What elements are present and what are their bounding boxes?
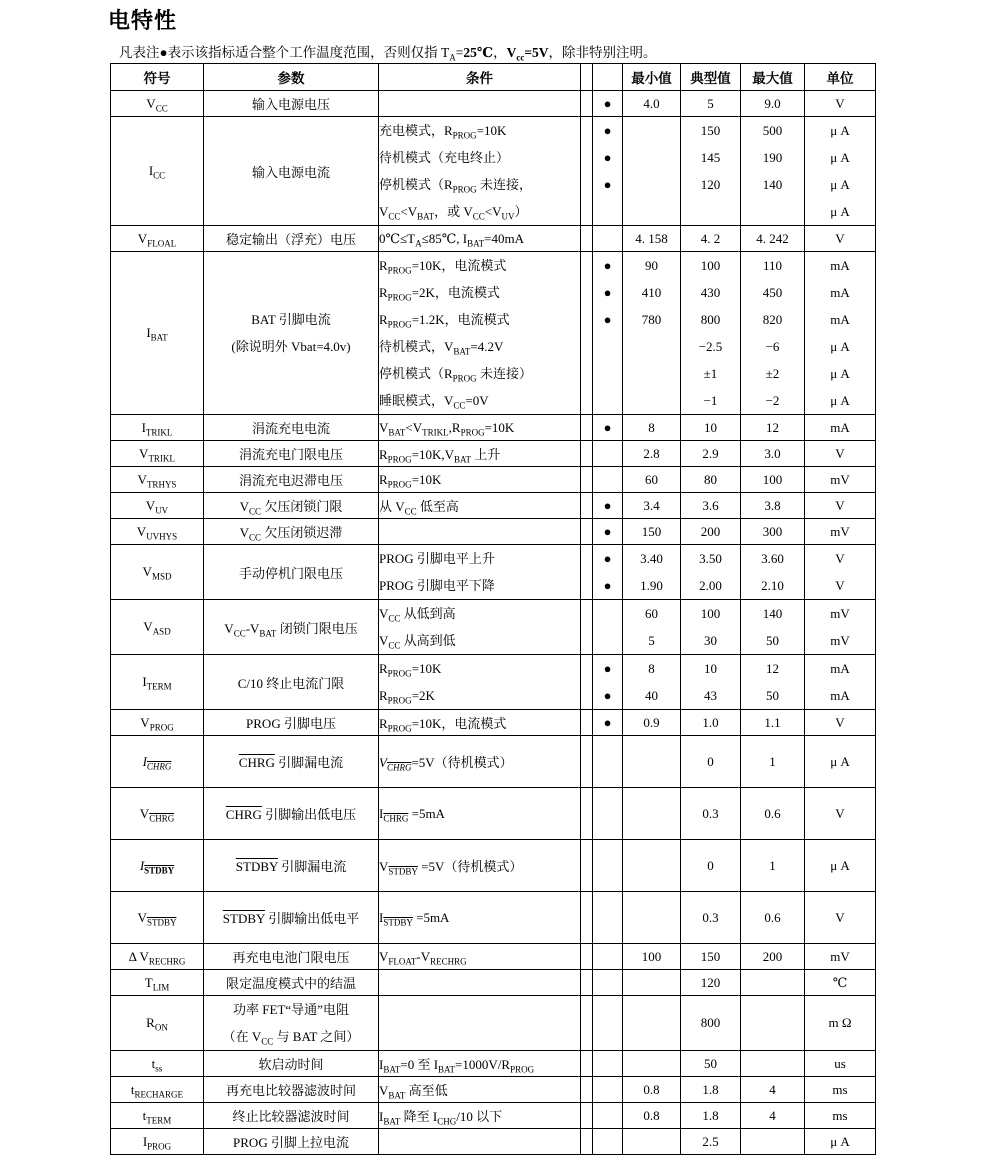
param-cell: 再充电比较器滤波时间	[204, 1077, 379, 1103]
max-cell: 1.1	[741, 710, 805, 736]
column-header-param: 参数	[204, 64, 379, 91]
table-row	[111, 600, 876, 655]
bullet-cell: ● ●	[593, 545, 623, 600]
condition-cell: $I_{STDBY} =5mA$	[379, 892, 581, 944]
unit-cell: ℃	[805, 970, 876, 996]
condition-cell: $V_{CC}$ 从低到高 $V_{CC}$ 从高到低	[379, 600, 581, 655]
condition-cell: $R_{PROG}=10K$ $R_{PROG}=2K$	[379, 655, 581, 710]
condition-cell: $V_{BAT}<V_{TRIKL},R_{PROG}=10K$	[379, 415, 581, 441]
min-cell: 3.4	[623, 493, 681, 519]
typ-cell: 120	[681, 970, 741, 996]
max-cell: 200	[741, 944, 805, 970]
min-cell: 0.8	[623, 1103, 681, 1129]
typ-cell: 1.8	[681, 1103, 741, 1129]
unit-cell: ms	[805, 1077, 876, 1103]
unit-cell: mV mV	[805, 600, 876, 655]
column-header-min: 最小值	[623, 64, 681, 91]
unit-cell: V	[805, 892, 876, 944]
param-cell: 终止比较器滤波时间	[204, 1103, 379, 1129]
typ-cell: 150 145 120	[681, 117, 741, 226]
unit-cell: μ A	[805, 736, 876, 788]
condition-cell: $V_{STDBY} =5V$（待机模式）	[379, 840, 581, 892]
max-cell: 12 50	[741, 655, 805, 710]
symbol-cell: $T_{LIM}$	[111, 970, 204, 996]
spacer-cell	[581, 493, 593, 519]
condition-cell: $V_{CHRG}=5V$（待机模式）	[379, 736, 581, 788]
symbol-cell: $I_{STDBY}$	[111, 840, 204, 892]
column-header-max: 最大值	[741, 64, 805, 91]
max-cell: 4	[741, 1103, 805, 1129]
unit-cell: V V	[805, 545, 876, 600]
spacer-cell	[581, 1077, 593, 1103]
column-header-unit: 单位	[805, 64, 876, 91]
bullet-cell	[593, 467, 623, 493]
param-cell: 涓流充电门限电压	[204, 441, 379, 467]
typ-cell: 0	[681, 736, 741, 788]
table-row	[111, 441, 876, 467]
condition-cell: $I_{CHRG} =5mA$	[379, 788, 581, 840]
bullet-cell	[593, 970, 623, 996]
param-cell: 限定温度模式中的结温	[204, 970, 379, 996]
min-cell	[623, 892, 681, 944]
min-cell: 90 410 780	[623, 252, 681, 415]
max-cell: 4	[741, 1077, 805, 1103]
min-cell: 2.8	[623, 441, 681, 467]
table-row	[111, 519, 876, 545]
symbol-cell: $V_{STDBY}$	[111, 892, 204, 944]
unit-cell: mA mA	[805, 655, 876, 710]
symbol-cell: $V_{TRIKL}$	[111, 441, 204, 467]
table-row	[111, 655, 876, 710]
spacer-cell	[581, 944, 593, 970]
max-cell: 3.60 2.10	[741, 545, 805, 600]
typ-cell: 4. 2	[681, 226, 741, 252]
bullet-cell: ●	[593, 493, 623, 519]
condition-cell	[379, 1129, 581, 1155]
typ-cell: 10	[681, 415, 741, 441]
bullet-cell	[593, 1103, 623, 1129]
symbol-cell: $I_{PROG}$	[111, 1129, 204, 1155]
spec-table	[110, 63, 876, 1155]
param-cell: 手动停机门限电压	[204, 545, 379, 600]
symbol-cell: $V_{ASD}$	[111, 600, 204, 655]
min-cell: 0.8	[623, 1077, 681, 1103]
param-cell: 再充电电池门限电压	[204, 944, 379, 970]
min-cell: 100	[623, 944, 681, 970]
condition-cell: PROG 引脚电平上升 PROG 引脚电平下降	[379, 545, 581, 600]
bullet-cell	[593, 944, 623, 970]
column-header-spacer	[581, 64, 593, 91]
page-title: 电特性	[108, 8, 178, 33]
table-row	[111, 117, 876, 226]
spacer-cell	[581, 519, 593, 545]
param-cell: STDBY 引脚漏电流	[204, 840, 379, 892]
max-cell: 140 50	[741, 600, 805, 655]
table-row	[111, 415, 876, 441]
condition-cell: $R_{PROG}=10K$，电流模式 $R_{PROG}=2K$，电流模式 $R_{PROG}=1.2K$，电流模式 待机模式，$V_{BAT}=4.2V$ 停机模式（$R_{PROG}$ 未连接） 睡眠模式，$V_{CC}=0V$	[379, 252, 581, 415]
param-cell: PROG 引脚上拉电流	[204, 1129, 379, 1155]
unit-cell: mV	[805, 467, 876, 493]
condition-cell	[379, 970, 581, 996]
table-row	[111, 710, 876, 736]
unit-cell: V	[805, 710, 876, 736]
unit-cell: V	[805, 91, 876, 117]
unit-cell: mV	[805, 944, 876, 970]
param-cell: $V_{CC}$ 欠压闭锁门限	[204, 493, 379, 519]
bullet-cell	[593, 996, 623, 1051]
condition-cell: $I_{BAT}$ 降至 $I_{CHG}/10$ 以下	[379, 1103, 581, 1129]
bullet-cell	[593, 441, 623, 467]
spacer-cell	[581, 1103, 593, 1129]
spacer-cell	[581, 415, 593, 441]
unit-cell: V	[805, 788, 876, 840]
min-cell	[623, 996, 681, 1051]
unit-cell: us	[805, 1051, 876, 1077]
symbol-cell: $t_{TERM}$	[111, 1103, 204, 1129]
column-header-bullet	[593, 64, 623, 91]
unit-cell: mV	[805, 519, 876, 545]
spacer-cell	[581, 1129, 593, 1155]
unit-cell: mA mA mA μ A μ A μ A	[805, 252, 876, 415]
bullet-cell: ● ●	[593, 655, 623, 710]
condition-cell: $R_{PROG}=10K$，电流模式	[379, 710, 581, 736]
symbol-cell: $I_{CC}$	[111, 117, 204, 226]
max-cell: 0.6	[741, 892, 805, 944]
symbol-cell: $I_{BAT}$	[111, 252, 204, 415]
bullet-cell	[593, 1129, 623, 1155]
condition-cell: $R_{PROG}=10K$	[379, 467, 581, 493]
bullet-cell	[593, 736, 623, 788]
param-cell: 涓流充电电流	[204, 415, 379, 441]
param-cell: 稳定输出（浮充）电压	[204, 226, 379, 252]
condition-cell	[379, 996, 581, 1051]
bullet-cell: ●	[593, 519, 623, 545]
param-cell: STDBY 引脚输出低电平	[204, 892, 379, 944]
condition-cell: $V_{BAT}$ 高至低	[379, 1077, 581, 1103]
max-cell: 3.8	[741, 493, 805, 519]
param-cell: CHRG 引脚漏电流	[204, 736, 379, 788]
max-cell: 500 190 140	[741, 117, 805, 226]
table-row	[111, 493, 876, 519]
symbol-cell: $I_{CHRG}$	[111, 736, 204, 788]
typ-cell: 0.3	[681, 788, 741, 840]
spacer-cell	[581, 467, 593, 493]
symbol-cell: $V_{CC}$	[111, 91, 204, 117]
min-cell	[623, 970, 681, 996]
spacer-cell	[581, 788, 593, 840]
table-row	[111, 970, 876, 996]
condition-cell	[379, 519, 581, 545]
table-row	[111, 1103, 876, 1129]
typ-cell: 100 30	[681, 600, 741, 655]
max-cell: 1	[741, 840, 805, 892]
typ-cell: 100 430 800 −2.5 ±1 −1	[681, 252, 741, 415]
typ-cell: 5	[681, 91, 741, 117]
min-cell	[623, 736, 681, 788]
condition-cell: 从 $V_{CC}$ 低至高	[379, 493, 581, 519]
typ-cell: 80	[681, 467, 741, 493]
condition-cell: $V_{FLOAT}-V_{RECHRG}$	[379, 944, 581, 970]
bullet-cell	[593, 788, 623, 840]
table-row	[111, 1129, 876, 1155]
unit-cell: μ A μ A μ A μ A	[805, 117, 876, 226]
spacer-cell	[581, 91, 593, 117]
max-cell: 0.6	[741, 788, 805, 840]
typ-cell: 800	[681, 996, 741, 1051]
symbol-cell: $V_{TRHYS}$	[111, 467, 204, 493]
typ-cell: 10 43	[681, 655, 741, 710]
unit-cell: V	[805, 441, 876, 467]
min-cell: 3.40 1.90	[623, 545, 681, 600]
param-cell: PROG 引脚电压	[204, 710, 379, 736]
condition-cell: $R_{PROG}=10K,V_{BAT}$ 上升	[379, 441, 581, 467]
param-cell: 软启动时间	[204, 1051, 379, 1077]
typ-cell: 50	[681, 1051, 741, 1077]
spacer-cell	[581, 545, 593, 600]
max-cell: 300	[741, 519, 805, 545]
typ-cell: 1.8	[681, 1077, 741, 1103]
symbol-cell: Δ $V_{RECHRG}$	[111, 944, 204, 970]
bullet-cell: ● ● ●	[593, 252, 623, 415]
table-row	[111, 545, 876, 600]
param-cell: BAT 引脚电流 (除说明外 Vbat=4.0v)	[204, 252, 379, 415]
unit-cell: V	[805, 226, 876, 252]
table-row	[111, 840, 876, 892]
spacer-cell	[581, 892, 593, 944]
bullet-cell	[593, 1077, 623, 1103]
table-row	[111, 467, 876, 493]
unit-cell: ms	[805, 1103, 876, 1129]
table-row	[111, 1077, 876, 1103]
spacer-cell	[581, 441, 593, 467]
bullet-cell	[593, 840, 623, 892]
table-row	[111, 892, 876, 944]
symbol-cell: $V_{PROG}$	[111, 710, 204, 736]
spacer-cell	[581, 996, 593, 1051]
min-cell	[623, 117, 681, 226]
spacer-cell	[581, 655, 593, 710]
param-cell: $V_{CC}$ 欠压闭锁迟滞	[204, 519, 379, 545]
column-header-symbol: 符号	[111, 64, 204, 91]
typ-cell: 2.5	[681, 1129, 741, 1155]
bullet-cell	[593, 226, 623, 252]
min-cell	[623, 1129, 681, 1155]
header-row	[111, 64, 876, 91]
param-cell: 涓流充电迟滞电压	[204, 467, 379, 493]
spacer-cell	[581, 117, 593, 226]
max-cell	[741, 1051, 805, 1077]
param-cell: 输入电源电流	[204, 117, 379, 226]
min-cell: 4.0	[623, 91, 681, 117]
param-cell: C/10 终止电流门限	[204, 655, 379, 710]
min-cell: 60 5	[623, 600, 681, 655]
table-row	[111, 91, 876, 117]
max-cell	[741, 996, 805, 1051]
symbol-cell: $V_{FLOAL}$	[111, 226, 204, 252]
symbol-cell: $R_{ON}$	[111, 996, 204, 1051]
typ-cell: 150	[681, 944, 741, 970]
bullet-cell: ●	[593, 91, 623, 117]
max-cell: 4. 242	[741, 226, 805, 252]
spacer-cell	[581, 710, 593, 736]
table-row	[111, 226, 876, 252]
bullet-cell: ●	[593, 415, 623, 441]
param-cell: 输入电源电压	[204, 91, 379, 117]
min-cell	[623, 1051, 681, 1077]
max-cell: 1	[741, 736, 805, 788]
bullet-cell	[593, 600, 623, 655]
max-cell	[741, 970, 805, 996]
spec-table-body	[111, 91, 876, 1155]
typ-cell: 0	[681, 840, 741, 892]
condition-cell: 充电模式，$R_{PROG}=10K$ 待机模式（充电终止） 停机模式（$R_{PROG}$ 未连接， $V_{CC}<V_{BAT}$，或 $V_{CC}<V_{UV}$）	[379, 117, 581, 226]
min-cell: 150	[623, 519, 681, 545]
table-row	[111, 996, 876, 1051]
spacer-cell	[581, 1051, 593, 1077]
column-header-typ: 典型值	[681, 64, 741, 91]
spacer-cell	[581, 840, 593, 892]
min-cell: 0.9	[623, 710, 681, 736]
unit-cell: mA	[805, 415, 876, 441]
symbol-cell: $V_{MSD}$	[111, 545, 204, 600]
bullet-cell: ● ● ●	[593, 117, 623, 226]
typ-cell: 1.0	[681, 710, 741, 736]
min-cell	[623, 840, 681, 892]
symbol-cell: $t_{RECHARGE}$	[111, 1077, 204, 1103]
max-cell: 110 450 820 −6 ±2 −2	[741, 252, 805, 415]
max-cell: 100	[741, 467, 805, 493]
param-cell: 功率 FET“导通”电阻 （在 $V_{CC}$ 与 BAT 之间）	[204, 996, 379, 1051]
table-row	[111, 736, 876, 788]
spacer-cell	[581, 600, 593, 655]
min-cell: 8	[623, 415, 681, 441]
bullet-cell	[593, 1051, 623, 1077]
temperature-note: 凡表注●表示该指标适合整个工作温度范围，否则仅指 $T_A=25℃$，$V_{cc}=5V$，除非特别注明。	[119, 45, 657, 63]
condition-cell: $I_{BAT}=0$ 至 $I_{BAT}=1000V/R_{PROG}$	[379, 1051, 581, 1077]
symbol-cell: $t_{ss}$	[111, 1051, 204, 1077]
min-cell: 8 40	[623, 655, 681, 710]
max-cell	[741, 1129, 805, 1155]
spacer-cell	[581, 252, 593, 415]
max-cell: 12	[741, 415, 805, 441]
symbol-cell: $V_{UV}$	[111, 493, 204, 519]
symbol-cell: $V_{CHRG}$	[111, 788, 204, 840]
table-row	[111, 1051, 876, 1077]
min-cell	[623, 788, 681, 840]
spacer-cell	[581, 226, 593, 252]
table-row	[111, 788, 876, 840]
bullet-cell: ●	[593, 710, 623, 736]
symbol-cell: $V_{UVHYS}$	[111, 519, 204, 545]
typ-cell: 200	[681, 519, 741, 545]
max-cell: 9.0	[741, 91, 805, 117]
typ-cell: 0.3	[681, 892, 741, 944]
typ-cell: 3.50 2.00	[681, 545, 741, 600]
bullet-cell	[593, 892, 623, 944]
min-cell: 60	[623, 467, 681, 493]
table-row	[111, 252, 876, 415]
condition-cell: $0℃\le T_A\le 85℃$, $I_{BAT}=40mA$	[379, 226, 581, 252]
symbol-cell: $I_{TRIKL}$	[111, 415, 204, 441]
symbol-cell: $I_{TERM}$	[111, 655, 204, 710]
unit-cell: μ A	[805, 1129, 876, 1155]
min-cell: 4. 158	[623, 226, 681, 252]
unit-cell: m Ω	[805, 996, 876, 1051]
condition-cell	[379, 91, 581, 117]
table-row	[111, 944, 876, 970]
column-header-cond: 条件	[379, 64, 581, 91]
spacer-cell	[581, 736, 593, 788]
param-cell: CHRG 引脚输出低电压	[204, 788, 379, 840]
param-cell: $V_{CC}-V_{BAT}$ 闭锁门限电压	[204, 600, 379, 655]
typ-cell: 2.9	[681, 441, 741, 467]
unit-cell: μ A	[805, 840, 876, 892]
max-cell: 3.0	[741, 441, 805, 467]
unit-cell: V	[805, 493, 876, 519]
typ-cell: 3.6	[681, 493, 741, 519]
spacer-cell	[581, 970, 593, 996]
